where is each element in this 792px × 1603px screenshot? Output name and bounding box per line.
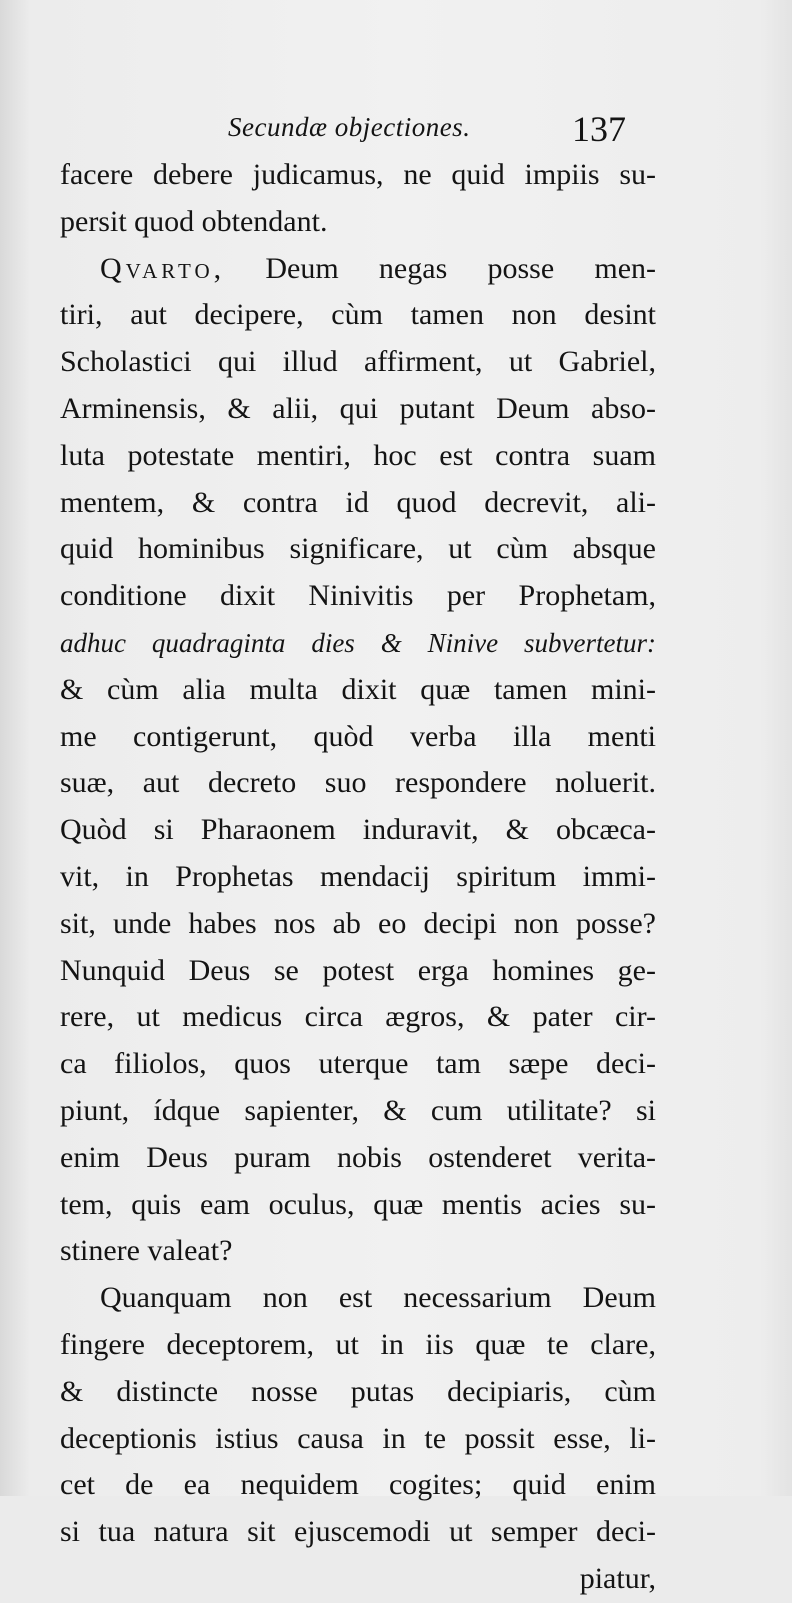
text-line: conditione dixit Ninivitis per Prophetam, xyxy=(60,579,656,613)
text-line: luta potestate mentiri, hoc est contra suam xyxy=(60,438,656,472)
small-caps-lead: Qvarto, xyxy=(100,251,226,285)
text-line: suæ, aut decreto suo respondere noluerit. xyxy=(60,766,656,800)
text-line xyxy=(60,246,656,293)
text-line: persit quod obtendant. xyxy=(60,204,328,238)
text-line-rest: Deum negas posse men- xyxy=(265,251,656,285)
text-line: Quanquam non est necessarium Deum xyxy=(100,1281,656,1315)
page-number: 137 xyxy=(572,109,626,149)
text-line: mentem, & contra id quod decrevit, ali- xyxy=(60,485,656,519)
text-line: deceptionis istius causa in te possit esse, li- xyxy=(60,1421,656,1455)
text-line: Scholastici qui illud affirment, ut Gabriel, xyxy=(60,345,656,379)
text-line: cet de ea nequidem cogites; quid enim xyxy=(60,1468,656,1502)
text-line: enim Deus puram nobis ostenderet verita- xyxy=(60,1140,656,1174)
text-line: Arminensis, & alii, qui putant Deum abso- xyxy=(60,391,656,425)
text-line: si tua natura sit ejuscemodi ut semper deci- xyxy=(60,1515,656,1549)
text-line: fingere deceptorem, ut in iis quæ te clare, xyxy=(60,1327,656,1361)
catchword: piatur, xyxy=(579,1561,656,1595)
text-line: me contigerunt, quòd verba illa menti xyxy=(60,719,656,753)
text-line: Nunquid Deus se potest erga homines ge- xyxy=(60,953,656,987)
text-line: rere, ut medicus circa ægros, & pater cir- xyxy=(60,1000,656,1034)
text-line: & cùm alia multa dixit quæ tamen mini- xyxy=(60,672,656,706)
text-line: ca filiolos, quos uterque tam sæpe deci- xyxy=(60,1047,656,1081)
italic-quote-line: adhuc quadraginta dies & Ninive subvertetur: xyxy=(60,627,656,658)
text-line: piunt, ídque sapienter, & cum utilitate? si xyxy=(60,1093,656,1127)
text-line: facere debere judicamus, ne quid impiis su- xyxy=(60,158,656,191)
text-line: stinere valeat? xyxy=(60,1234,233,1268)
page-header xyxy=(0,108,792,152)
text-line: tiri, aut decipere, cùm tamen non desint xyxy=(60,298,656,332)
text-line: tem, quis eam oculus, quæ mentis acies su- xyxy=(60,1187,656,1221)
text-line: & distincte nosse putas decipiaris, cùm xyxy=(60,1374,656,1408)
text-line: vit, in Prophetas mendacij spiritum immi- xyxy=(60,859,656,893)
text-line: Quòd si Pharaonem induravit, & obcæca- xyxy=(60,813,656,847)
body-text xyxy=(60,152,656,1603)
running-title: Secundæ objectiones. xyxy=(228,112,471,142)
text-line: quid hominibus significare, ut cùm absque xyxy=(60,532,656,566)
text-line: sit, unde habes nos ab eo decipi non posse? xyxy=(60,906,656,940)
